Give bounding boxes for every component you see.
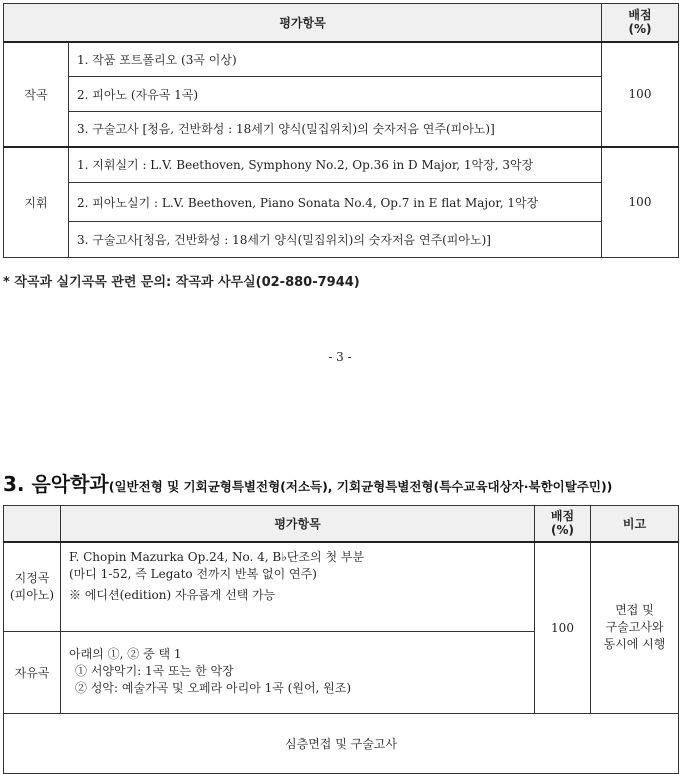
music-department-table — [3, 505, 679, 774]
header-item: 평가항목 — [61, 506, 535, 542]
section-subtitle: (일반전형 및 기회균형특별전형(저소득), 기회균형특별전형(특수교육대상자·북한이탈주민)) — [108, 479, 613, 494]
interview-row: 심층면접 및 구술고사 — [4, 714, 679, 774]
table-row: 3. 구술고사 [청음, 건반화성 : 18세기 양식(밀집위치)의 숫자저음 연주(피아노)] — [69, 112, 602, 147]
table-row: 2. 피아노실기 : L.V. Beethoven, Piano Sonata No.4, Op.7 in E flat Major, 1악장 — [69, 183, 602, 222]
table-row: 3. 구술고사[청음, 건반화성 : 18세기 양식(밀집위치)의 숫자저음 연주(피아노)] — [69, 222, 602, 258]
list-item: 아래의 ①, ② 중 택 1 — [69, 647, 182, 661]
inquiry-note: * 작곡과 실기곡목 관련 문의: 작곡과 사무실(02-880-7944) — [3, 275, 360, 290]
designated-piece-cell — [61, 542, 535, 632]
group-label-composition: 작곡 — [4, 42, 69, 147]
page-number: - 3 - — [328, 350, 352, 364]
row-label-designated: 지정곡 (피아노) — [4, 542, 61, 632]
header-score: 배점 (%) — [602, 4, 679, 42]
list-item: ① 서양악기: 1곡 또는 한 악장 — [75, 664, 234, 678]
list-item: (마디 1-52, 즉 Legato 전까지 반복 없이 연주) — [69, 566, 317, 581]
composition-conducting-table — [3, 3, 679, 258]
header-score: 배점 (%) — [535, 506, 591, 542]
group-score-conducting: 100 — [602, 147, 679, 258]
list-item: F. Chopin Mazurka Op.24, No. 4, B♭단조의 첫 부분 — [69, 549, 365, 564]
section-heading — [3, 468, 612, 497]
table-row: 1. 지휘실기 : L.V. Beethoven, Symphony No.2, Op.36 in D Major, 1악장, 3악장 — [69, 147, 602, 183]
section-title: 3. 음악학과 — [3, 472, 109, 496]
header-item: 평가항목 — [4, 4, 602, 42]
header-remark: 비고 — [591, 506, 679, 542]
header-blank — [4, 506, 61, 542]
group-score-composition: 100 — [602, 42, 679, 147]
free-piece-cell — [61, 632, 535, 714]
group-label-conducting: 지휘 — [4, 147, 69, 258]
table-row: 2. 피아노 (자유곡 1곡) — [69, 77, 602, 112]
remark-value: 면접 및 구술고사와 동시에 시행 — [591, 542, 679, 714]
list-item: ※ 에디션(edition) 자유롭게 선택 가능 — [69, 587, 276, 602]
row-label-free: 자유곡 — [4, 632, 61, 714]
score-value: 100 — [535, 542, 591, 714]
list-item: ② 성악: 예술가곡 및 오페라 아리아 1곡 (원어, 원조) — [75, 681, 352, 695]
table-row: 1. 작품 포트폴리오 (3곡 이상) — [69, 42, 602, 77]
